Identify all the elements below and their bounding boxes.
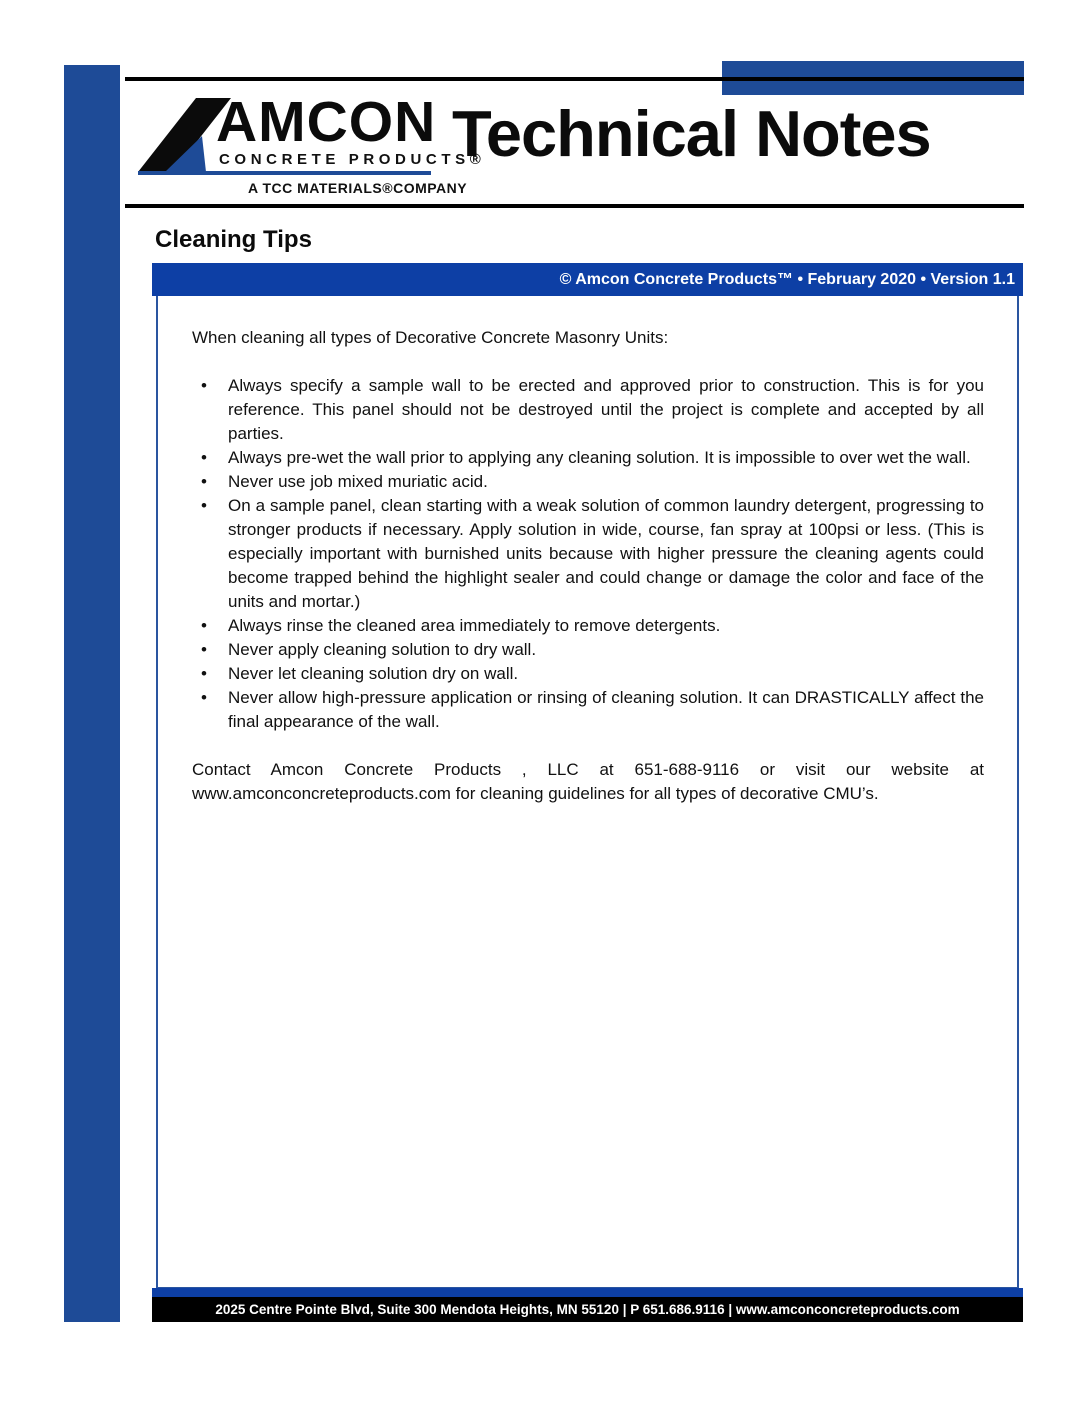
amcon-logo (138, 90, 486, 202)
bullet-item (192, 662, 984, 686)
bullet-item-text: On a sample panel, clean starting with a weak solution of common laundry detergent, progressing to stronger products if necessary. Apply solution in wide, course, fan spray at 100psi or less. (This is especially important with burnished units because with higher pressure the cleaning agents could become trapped behind the highlight sealer and could change or damage the color and face of the units and mortar.) (228, 496, 984, 611)
bullet-item (192, 638, 984, 662)
bullet-item (192, 614, 984, 638)
logo-underline (138, 171, 431, 175)
footer-text: 2025 Centre Pointe Blvd, Suite 300 Mendota Heights, MN 55120 | P 651.686.9116 | www.amconconcreteproducts.com (215, 1302, 960, 1317)
page-title: Technical Notes (452, 97, 931, 170)
bullet-item (192, 470, 984, 494)
top-rule (125, 77, 1024, 81)
bullet-item (192, 494, 984, 614)
bullet-item (192, 686, 984, 734)
meta-bar (152, 263, 1023, 296)
bullet-item-text: Never use job mixed muriatic acid. (228, 472, 488, 491)
bullet-item-text: Never let cleaning solution dry on wall. (228, 664, 519, 683)
left-accent-bar (64, 65, 120, 1322)
bullet-item (192, 446, 984, 470)
bullet-item-text: Never apply cleaning solution to dry wall. (228, 640, 537, 659)
intro-paragraph: When cleaning all types of Decorative Concrete Masonry Units: (192, 328, 669, 347)
meta-bar-text: © Amcon Concrete Products™ • February 2020 • Version 1.1 (559, 270, 1015, 288)
closing-paragraph: Contact Amcon Concrete Products , LLC at 651-688-9116 or visit our website at www.amconconcreteproducts.com for cleaning guidelines for all types of decorative CMU’s. (192, 760, 984, 803)
bullet-item-text: Always pre-wet the wall prior to applying any cleaning solution. It is impossible to over wet the wall. (228, 448, 971, 467)
bullet-item-text: Always rinse the cleaned area immediately to remove detergents. (228, 616, 721, 635)
bullet-item-text: Never allow high-pressure application or rinsing of cleaning solution. It can DRASTICALLY affect the final appearance of the wall. (228, 688, 984, 731)
logo-subtitle-text: CONCRETE PRODUCTS® (219, 151, 486, 168)
content-box (156, 296, 1019, 1289)
header-bottom-rule (125, 204, 1024, 208)
footer-accent-strip (152, 1288, 1023, 1297)
bullet-list (192, 374, 984, 734)
logo-brand-text: AMCON (216, 90, 437, 154)
logo-tagline-text: A TCC MATERIALS®COMPANY (248, 180, 468, 196)
bullet-item (192, 374, 984, 446)
document-heading: Cleaning Tips (155, 226, 312, 253)
footer-bar (152, 1297, 1023, 1322)
bullet-item-text: Always specify a sample wall to be erected and approved prior to construction. This is for you reference. This panel should not be destroyed until the project is complete and accepted by all parties. (228, 376, 984, 443)
